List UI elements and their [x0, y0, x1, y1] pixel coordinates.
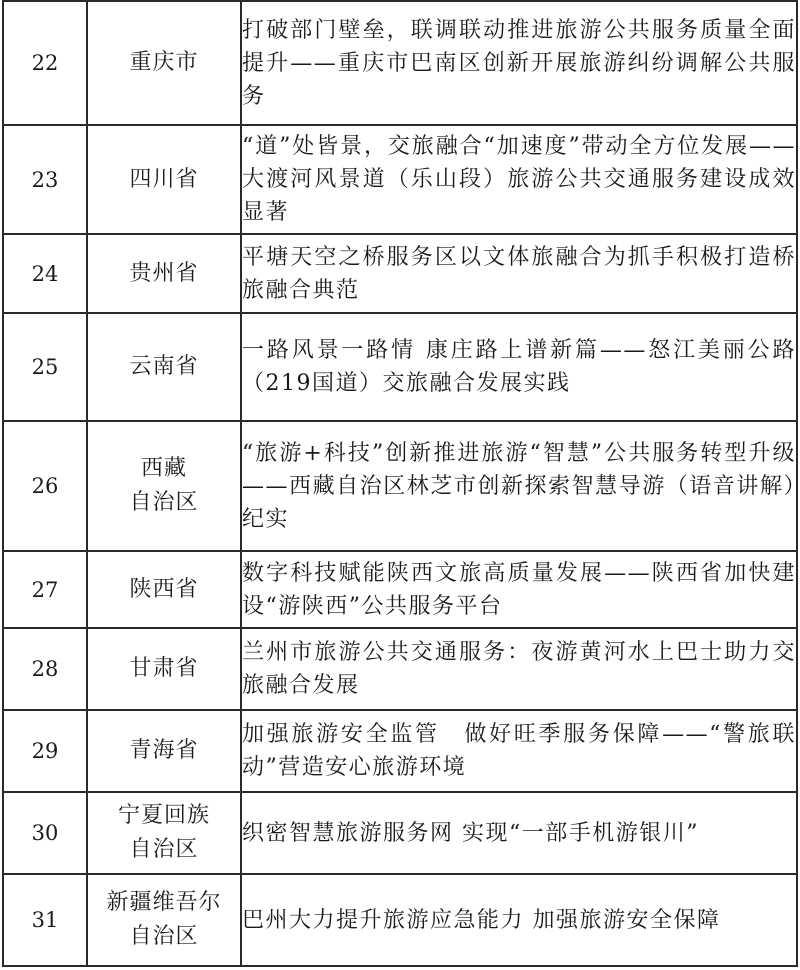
province-cell — [87, 792, 241, 874]
case-title: 平塘天空之桥服务区以文体旅融合为抓手积极打造桥旅融合典范 — [241, 234, 797, 313]
province-cell — [87, 628, 241, 710]
province-line: 四川省 — [129, 166, 199, 192]
province-cell — [87, 421, 241, 551]
case-title: 织密智慧旅游服务网 实现“一部手机游银川” — [241, 792, 797, 874]
province-cell — [87, 710, 241, 792]
case-number: 26 — [3, 421, 87, 551]
case-title: 巴州大力提升旅游应急能力 加强旅游安全保障 — [241, 874, 797, 966]
province-line: 陕西省 — [129, 576, 199, 602]
table-row — [3, 125, 797, 234]
case-number: 25 — [3, 313, 87, 421]
case-number: 22 — [3, 1, 87, 125]
case-title: “旅游+科技”创新推进旅游“智慧”公共服务转型升级——西藏自治区林芝市创新探索智慧导游（语音讲解）纪实 — [241, 421, 797, 551]
province-line: 甘肃省 — [129, 656, 199, 681]
case-title: 加强旅游安全监管 做好旺季服务保障——“警旅联动”营造安心旅游环境 — [241, 710, 797, 792]
cases-table — [2, 0, 798, 967]
table-row — [3, 710, 797, 792]
province-line: 宁夏回族 — [117, 803, 210, 828]
case-number: 23 — [3, 125, 87, 234]
province-line: 自治区 — [129, 924, 199, 949]
case-title: 一路风景一路情 康庄路上谱新篇——怒江美丽公路（219国道）交旅融合发展实践 — [241, 313, 797, 421]
province-line: 贵州省 — [129, 260, 199, 286]
table-row — [3, 874, 797, 966]
table-row — [3, 234, 797, 313]
province-line: 云南省 — [129, 354, 199, 379]
table-row — [3, 551, 797, 628]
province-line: 新疆维吾尔 — [106, 890, 222, 915]
case-number: 31 — [3, 874, 87, 966]
table-row — [3, 628, 797, 710]
table-row — [3, 421, 797, 551]
province-line: 自治区 — [129, 837, 199, 862]
case-number: 28 — [3, 628, 87, 710]
province-line: 青海省 — [129, 738, 199, 763]
case-title: “道”处皆景，交旅融合“加速度”带动全方位发展——大渡河风景道（乐山段）旅游公共交通服务建设成效显著 — [241, 125, 797, 234]
province-line: 西藏 — [140, 456, 187, 481]
table-row — [3, 792, 797, 874]
case-number: 24 — [3, 234, 87, 313]
case-title: 兰州市旅游公共交通服务：夜游黄河水上巴士助力交旅融合发展 — [241, 628, 797, 710]
case-title: 打破部门壁垒，联调联动推进旅游公共服务质量全面提升——重庆市巴南区创新开展旅游纠纷调解公共服务 — [241, 1, 797, 125]
table-row — [3, 1, 797, 125]
province-cell — [87, 313, 241, 421]
case-number: 30 — [3, 792, 87, 874]
province-line: 重庆市 — [129, 50, 199, 75]
case-title: 数字科技赋能陕西文旅高质量发展——陕西省加快建设“游陕西”公共服务平台 — [241, 551, 797, 628]
case-number: 27 — [3, 551, 87, 628]
province-line: 自治区 — [129, 490, 199, 515]
province-cell — [87, 234, 241, 313]
province-cell — [87, 1, 241, 125]
province-cell — [87, 125, 241, 234]
province-cell — [87, 551, 241, 628]
case-number: 29 — [3, 710, 87, 792]
table-row — [3, 313, 797, 421]
province-cell — [87, 874, 241, 966]
